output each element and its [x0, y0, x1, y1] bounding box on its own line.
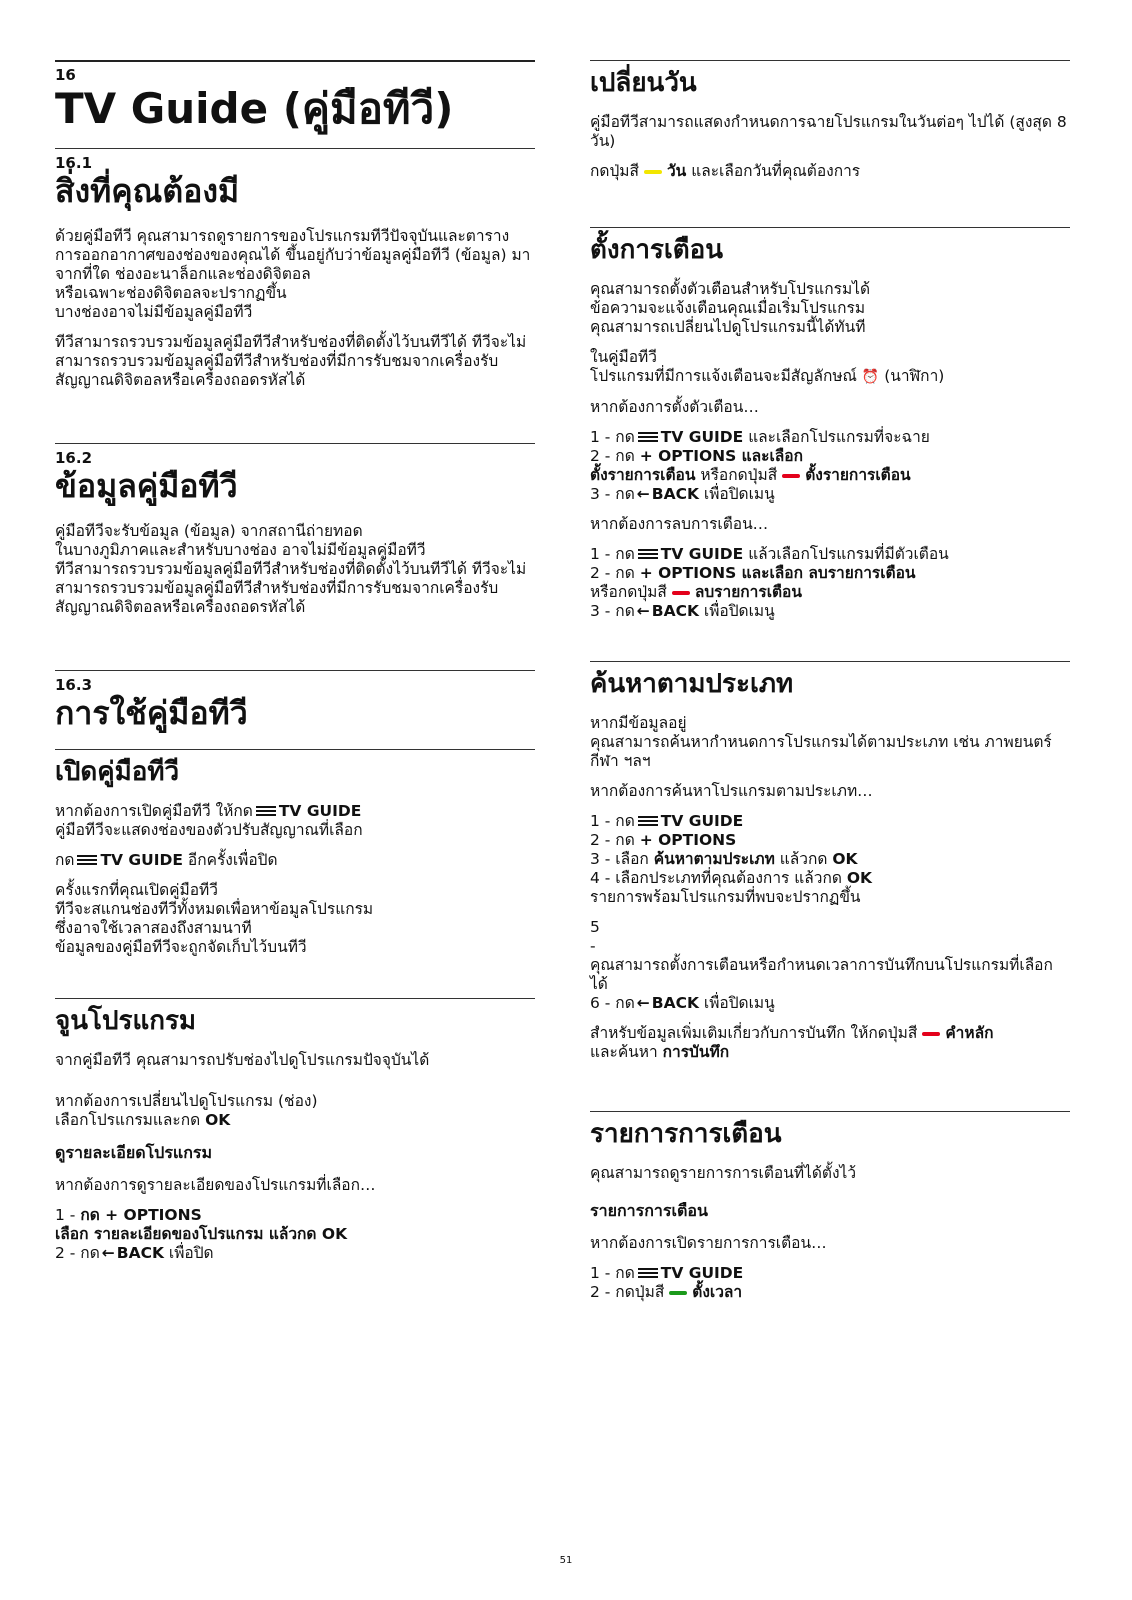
- text: 1 - กด: [590, 1264, 635, 1282]
- text: 2 - กดปุ่มสี: [590, 1283, 665, 1301]
- chapter-rule: [55, 60, 535, 62]
- key-label: BACK: [651, 994, 699, 1012]
- paragraph: คู่มือทีวีสามารถแสดงกำหนดการฉายโปรแกรมในวันต่อๆ ไปได้ (สูงสุด 8 วัน): [590, 113, 1067, 150]
- text: กด: [55, 851, 75, 869]
- tv-guide-icon: [638, 431, 658, 444]
- section-number: 16.2: [55, 449, 93, 467]
- red-key-icon: [922, 1032, 940, 1036]
- text: กดปุ่มสี: [590, 162, 639, 180]
- text: เพื่อปิดเมนู: [698, 994, 775, 1012]
- text: 1 - กด: [590, 812, 635, 830]
- step: [55, 1206, 535, 1225]
- minor-heading: ดูรายละเอียดโปรแกรม: [55, 1143, 213, 1162]
- tv-guide-icon: [638, 1267, 658, 1280]
- back-arrow-icon: ←: [101, 1244, 115, 1262]
- key-label: BACK: [116, 1244, 164, 1262]
- key-label: TV GUIDE: [660, 428, 744, 446]
- key-label: + OPTIONS และเลือก: [639, 447, 803, 465]
- paragraph: จากคู่มือทีวี คุณสามารถปรับช่องไปดูโปรแกรมปัจจุบันได้: [55, 1051, 430, 1069]
- text: รายการพร้อมโปรแกรมที่พบจะปรากฏขึ้น: [590, 888, 861, 906]
- subsection-title: เปลี่ยนวัน: [590, 68, 697, 98]
- subsection-title: ตั้งการเตือน: [590, 235, 724, 265]
- section-rule: [55, 443, 535, 444]
- key-label: เลือก รายละเอียดของโปรแกรม แล้วกด OK: [55, 1225, 348, 1243]
- alarm-clock-icon: ⏰: [861, 369, 880, 385]
- key-label: TV GUIDE: [660, 812, 744, 830]
- subsection-rule: [55, 749, 535, 750]
- key-label: TV GUIDE: [100, 851, 183, 869]
- text: (นาฬิกา): [879, 367, 945, 385]
- red-key-icon: [782, 474, 800, 478]
- text: 1 -: [55, 1206, 81, 1224]
- text: ในคู่มือทีวี โปรแกรมที่มีการแจ้งเตือนจะมีสัญลักษณ์: [590, 348, 857, 385]
- text: คู่มือทีวีจะแสดงช่องของตัวปรับสัญญาณที่เลือก: [55, 821, 363, 839]
- text: 2 - กด: [590, 831, 635, 849]
- text: แล้วกด: [774, 850, 833, 868]
- paragraph: [55, 1092, 535, 1130]
- back-arrow-icon: ←: [636, 602, 650, 620]
- text: อีกครั้งเพื่อปิด: [182, 851, 278, 869]
- paragraph: [590, 1024, 1070, 1062]
- left-column: [55, 60, 535, 1263]
- key-label: BACK: [651, 602, 699, 620]
- step: [590, 428, 1070, 447]
- text: 3 - เลือก: [590, 850, 654, 868]
- yellow-key-icon: [644, 170, 662, 174]
- subsection-rule: [590, 1111, 1070, 1112]
- text: 1 - กด: [590, 545, 635, 563]
- paragraph: หากต้องการเปิดรายการการเตือน…: [590, 1234, 827, 1252]
- text: แล้วเลือกโปรแกรมที่มีตัวเตือน: [743, 545, 949, 563]
- paragraph: คุณสามารถตั้งตัวเตือนสำหรับโปรแกรมได้ ข้อความจะแจ้งเตือนคุณเมื่อเริ่มโปรแกรม คุณสามารถเปลี่ยนไปดูโปรแกรมนี้ได้ทันที: [590, 280, 871, 336]
- paragraph: ครั้งแรกที่คุณเปิดคู่มือทีวี ทีวีจะสแกนช่องทีวีทั้งหมดเพื่อหาข้อมูลโปรแกรม ซึ่งอาจใช้เวลาสองถึงสามนาที ข้อมูลของคู่มือทีวีจะถูกจัดเก็บไว้บนทีวี: [55, 881, 374, 956]
- tv-guide-icon: [256, 805, 276, 818]
- key-label: ลบรายการเตือน: [694, 583, 802, 601]
- chapter-number: 16: [55, 66, 76, 84]
- text: หรือกดปุ่มสี: [695, 466, 778, 484]
- step: [590, 466, 1070, 485]
- key-label: OK: [846, 869, 873, 887]
- key-label: กด + OPTIONS: [80, 1206, 202, 1224]
- back-arrow-icon: ←: [636, 485, 650, 503]
- text: และค้นหา: [590, 1043, 658, 1061]
- page-number: 51: [559, 1555, 573, 1566]
- key-label: วัน: [666, 162, 687, 180]
- subsection-rule: [590, 227, 1070, 228]
- key-label: + OPTIONS และเลือก ลบรายการเตือน: [639, 564, 916, 582]
- section-number: 16.1: [55, 154, 93, 172]
- key-label: ตั้งรายการเตือน: [805, 466, 911, 484]
- step: 5 - คุณสามารถตั้งการเตือนหรือกำหนดเวลาการบันทึกบนโปรแกรมที่เลือกได้: [590, 918, 1053, 993]
- text: หรือกดปุ่มสี: [590, 583, 667, 601]
- step: [590, 564, 1070, 583]
- text: เพื่อปิดเมนู: [698, 485, 775, 503]
- subsection-rule: [590, 661, 1070, 662]
- step: [590, 583, 1070, 602]
- paragraph: หากต้องการลบการเตือน…: [590, 515, 769, 533]
- paragraph: หากต้องการตั้งตัวเตือน…: [590, 398, 759, 416]
- key-label: BACK: [651, 485, 699, 503]
- paragraph: ด้วยคู่มือทีวี คุณสามารถดูรายการของโปรแกรมทีวีปัจจุบันและตารางการออกอากาศของช่องของคุณได้ ขึ้นอยู่กับว่าข้อมูลคู่มือทีวี (ข้อมูล) มาจากที่ใด ช่องอะนาล็อกและช่องดิจิตอล หรือเฉพาะช่องดิจิตอลจะปรากฏขึ้น บางช่องอาจไม่มีข้อมูลคู่มือทีวี: [55, 227, 531, 321]
- step: [590, 869, 1070, 907]
- green-key-icon: [669, 1291, 687, 1295]
- tv-guide-icon: [638, 548, 658, 561]
- key-label: คำหลัก: [945, 1024, 994, 1042]
- subsection-rule: [590, 60, 1070, 61]
- paragraph: [55, 851, 535, 870]
- text: เพื่อปิดเมนู: [698, 602, 775, 620]
- paragraph: หากต้องการดูรายละเอียดของโปรแกรมที่เลือก…: [55, 1176, 376, 1194]
- step: [590, 850, 1070, 869]
- text: 2 - กด: [55, 1244, 100, 1262]
- step: [590, 602, 1070, 621]
- step: [590, 545, 1070, 564]
- section-number: 16.3: [55, 676, 93, 694]
- step: [590, 994, 1070, 1013]
- key-label: TV GUIDE: [660, 1264, 744, 1282]
- text: 4 - เลือกประเภทที่คุณต้องการ แล้วกด: [590, 869, 847, 887]
- right-column: [590, 60, 1070, 1302]
- paragraph: [55, 802, 535, 840]
- section-title: การใช้คู่มือทีวี: [55, 694, 248, 732]
- step: [590, 485, 1070, 504]
- paragraph: หากต้องการค้นหาโปรแกรมตามประเภท…: [590, 782, 873, 800]
- chapter-title: TV Guide (คู่มือทีวี): [55, 84, 454, 133]
- paragraph: ทีวีสามารถรวบรวมข้อมูลคู่มือทีวีสำหรับช่องที่ติดตั้งไว้บนทีวีได้ ทีวีจะไม่สามารถรวบรวมข้อมูลคู่มือทีวีสำหรับช่องที่มีการรับชมจากเครื่องรับสัญญาณดิจิตอลหรือเครื่องถอดรหัสได้: [55, 333, 527, 389]
- section-rule: [55, 670, 535, 671]
- key-label: ตั้งเวลา: [692, 1283, 743, 1301]
- red-key-icon: [672, 591, 690, 595]
- text: 2 - กด: [590, 447, 635, 465]
- key-label: OK: [832, 850, 858, 868]
- step: [590, 1264, 1070, 1283]
- text: 1 - กด: [590, 428, 635, 446]
- step: [590, 447, 1070, 466]
- paragraph: คุณสามารถดูรายการการเตือนที่ได้ตั้งไว้: [590, 1164, 857, 1182]
- back-arrow-icon: ←: [636, 994, 650, 1012]
- section-rule: [55, 148, 535, 149]
- subsection-title: เปิดคู่มือทีวี: [55, 757, 180, 787]
- text: สำหรับข้อมูลเพิ่มเติมเกี่ยวกับการบันทึก ให้กดปุ่มสี: [590, 1024, 918, 1042]
- subsection-rule: [55, 998, 535, 999]
- paragraph: คู่มือทีวีจะรับข้อมูล (ข้อมูล) จากสถานีถ่ายทอด ในบางภูมิภาคและสำหรับบางช่อง อาจไม่มีข้อมูลคู่มือทีวี ทีวีสามารถรวบรวมข้อมูลคู่มือทีวีสำหรับช่องที่ติดตั้งไว้บนทีวีได้ ทีวีจะไม่สามารถรวบรวมข้อมูลคู่มือทีวีสำหรับช่องที่มีการรับชมจากเครื่องรับสัญญาณดิจิตอลหรือเครื่องถอดรหัสได้: [55, 522, 527, 616]
- key-label: TV GUIDE: [278, 802, 362, 820]
- text: หากต้องการเปิดคู่มือทีวี ให้กด: [55, 802, 253, 820]
- subsection-title: รายการการเตือน: [590, 1119, 782, 1149]
- step: [590, 812, 1070, 831]
- paragraph: หากมีข้อมูลอยู่ คุณสามารถค้นหากำหนดการโปรแกรมได้ตามประเภท เช่น ภาพยนตร์ กีฬา ฯลฯ: [590, 714, 1052, 770]
- key-label: + OPTIONS: [639, 831, 737, 849]
- paragraph: [590, 348, 1070, 387]
- subsection-title: ค้นหาตามประเภท: [590, 669, 794, 699]
- tv-guide-icon: [77, 854, 97, 867]
- key-label: OK: [205, 1111, 231, 1129]
- key-label: ตั้งรายการเตือน: [590, 466, 696, 484]
- text: และเลือกโปรแกรมที่จะฉาย: [743, 428, 930, 446]
- subsection-title: จูนโปรแกรม: [55, 1006, 197, 1036]
- key-label: การบันทึก: [662, 1043, 730, 1061]
- text: 3 - กด: [590, 602, 635, 620]
- section-title: สิ่งที่คุณต้องมี: [55, 172, 240, 210]
- text: 2 - กด: [590, 564, 635, 582]
- step: [55, 1244, 535, 1263]
- step: [55, 1225, 535, 1244]
- step: [590, 831, 1070, 850]
- step: [590, 1283, 1070, 1302]
- minor-heading: รายการการเตือน: [590, 1201, 708, 1220]
- text: เพื่อปิด: [163, 1244, 214, 1262]
- text: และเลือกวันที่คุณต้องการ: [686, 162, 861, 180]
- paragraph: [590, 162, 1070, 181]
- tv-guide-icon: [638, 815, 658, 828]
- text: หากต้องการเปลี่ยนไปดูโปรแกรม (ช่อง) เลือกโปรแกรมและกด: [55, 1092, 318, 1129]
- text: 3 - กด: [590, 485, 635, 503]
- key-label: ค้นหาตามประเภท: [653, 850, 775, 868]
- text: 6 - กด: [590, 994, 635, 1012]
- key-label: TV GUIDE: [660, 545, 744, 563]
- section-title: ข้อมูลคู่มือทีวี: [55, 467, 238, 505]
